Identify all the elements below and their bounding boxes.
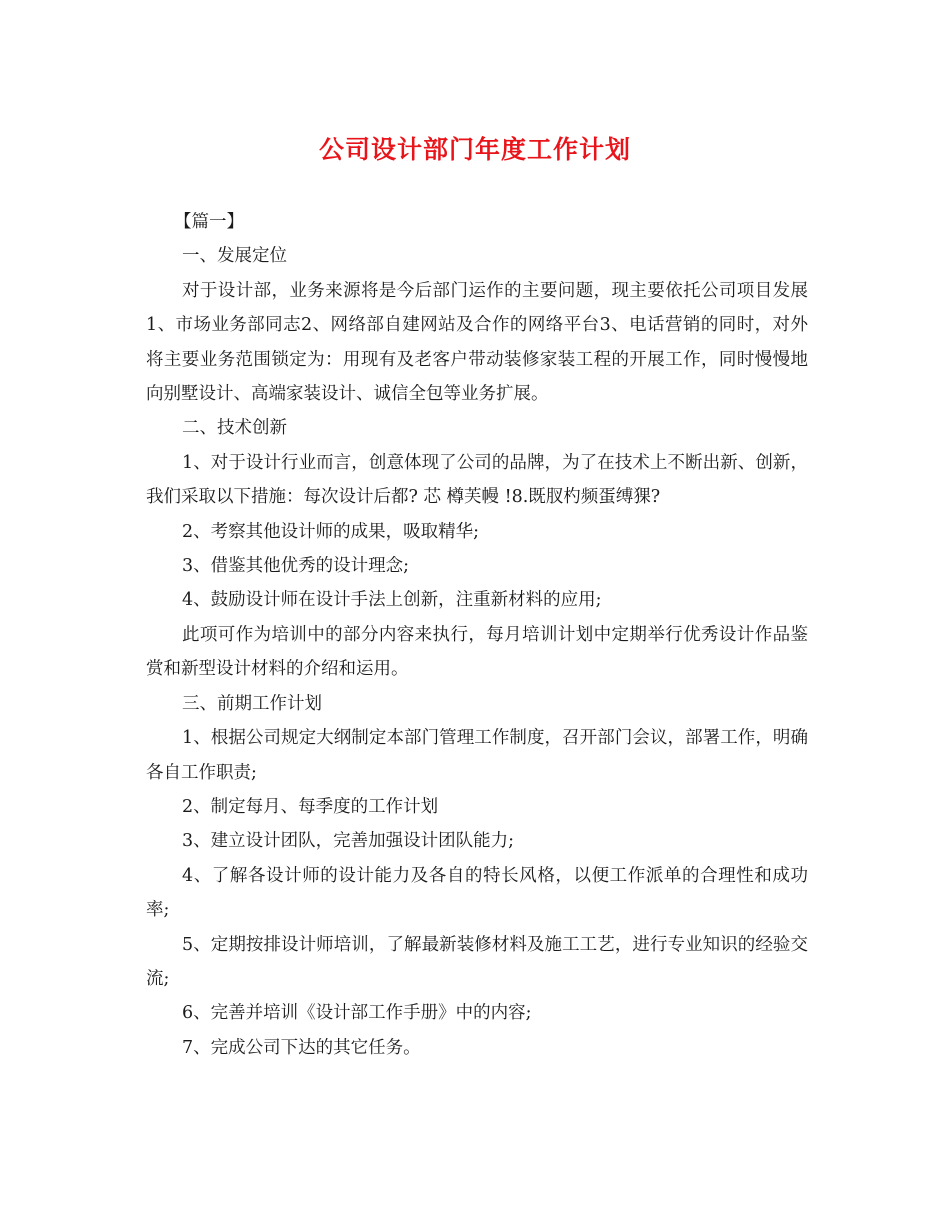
- list-item: 1、对于设计行业而言，创意体现了公司的品牌，为了在技术上不断出新、创新，我们采取以下措施：每次设计后都? 芯 樽芙幔 !8.既肞杓频蛋缚猓?: [146, 452, 808, 508]
- list-item: 6、完善并培训《设计部工作手册》中的内容;: [182, 1003, 532, 1024]
- list-item: 4、鼓励设计师在设计手法上创新，注重新材料的应用;: [182, 590, 602, 611]
- list-item: 1、根据公司规定大纲制定本部门管理工作制度，召开部门会议，部署工作，明确各自工作职责;: [146, 728, 808, 783]
- paragraph: 此项可作为培训中的部分内容来执行，每月培训计划中定期举行优秀设计作品鉴赏和新型设计材料的介绍和运用。: [146, 624, 808, 680]
- heading-development-positioning: 一、发展定位: [182, 246, 287, 267]
- heading-technical-innovation: 二、技术创新: [182, 418, 287, 439]
- list-item: 4、了解各设计师的设计能力及各自的特长风格，以便工作派单的合理性和成功率;: [146, 865, 808, 921]
- document-body: [146, 205, 808, 1065]
- list-item: 7、完成公司下达的其它任务。: [182, 1037, 421, 1058]
- list-item: 2、制定每月、每季度的工作计划: [182, 796, 439, 817]
- list-item: 5、定期按排设计师培训，了解最新装修材料及施工工艺，进行专业知识的经验交流;: [146, 934, 808, 989]
- list-item: 2、考察其他设计师的成果，吸取精华;: [182, 521, 480, 542]
- section-label: 【篇一】: [174, 212, 244, 232]
- document-title: 公司设计部门年度工作计划: [318, 135, 631, 164]
- heading-preliminary-work-plan: 三、前期工作计划: [182, 693, 322, 714]
- paragraph: 对于设计部，业务来源将是今后部门运作的主要问题，现主要依托公司项目发展1、市场业务部同志2、网络部自建网站及合作的网络平台3、电话营销的同时，对外将主要业务范围锁定为：用现有及老客户带动装修家装工程的开展工作，同时慢慢地向别墅设计、高端家装设计、诚信全包等业务扩展。: [146, 280, 808, 405]
- list-item: 3、借鉴其他优秀的设计理念;: [182, 556, 410, 577]
- list-item: 3、建立设计团队，完善加强设计团队能力;: [182, 831, 515, 852]
